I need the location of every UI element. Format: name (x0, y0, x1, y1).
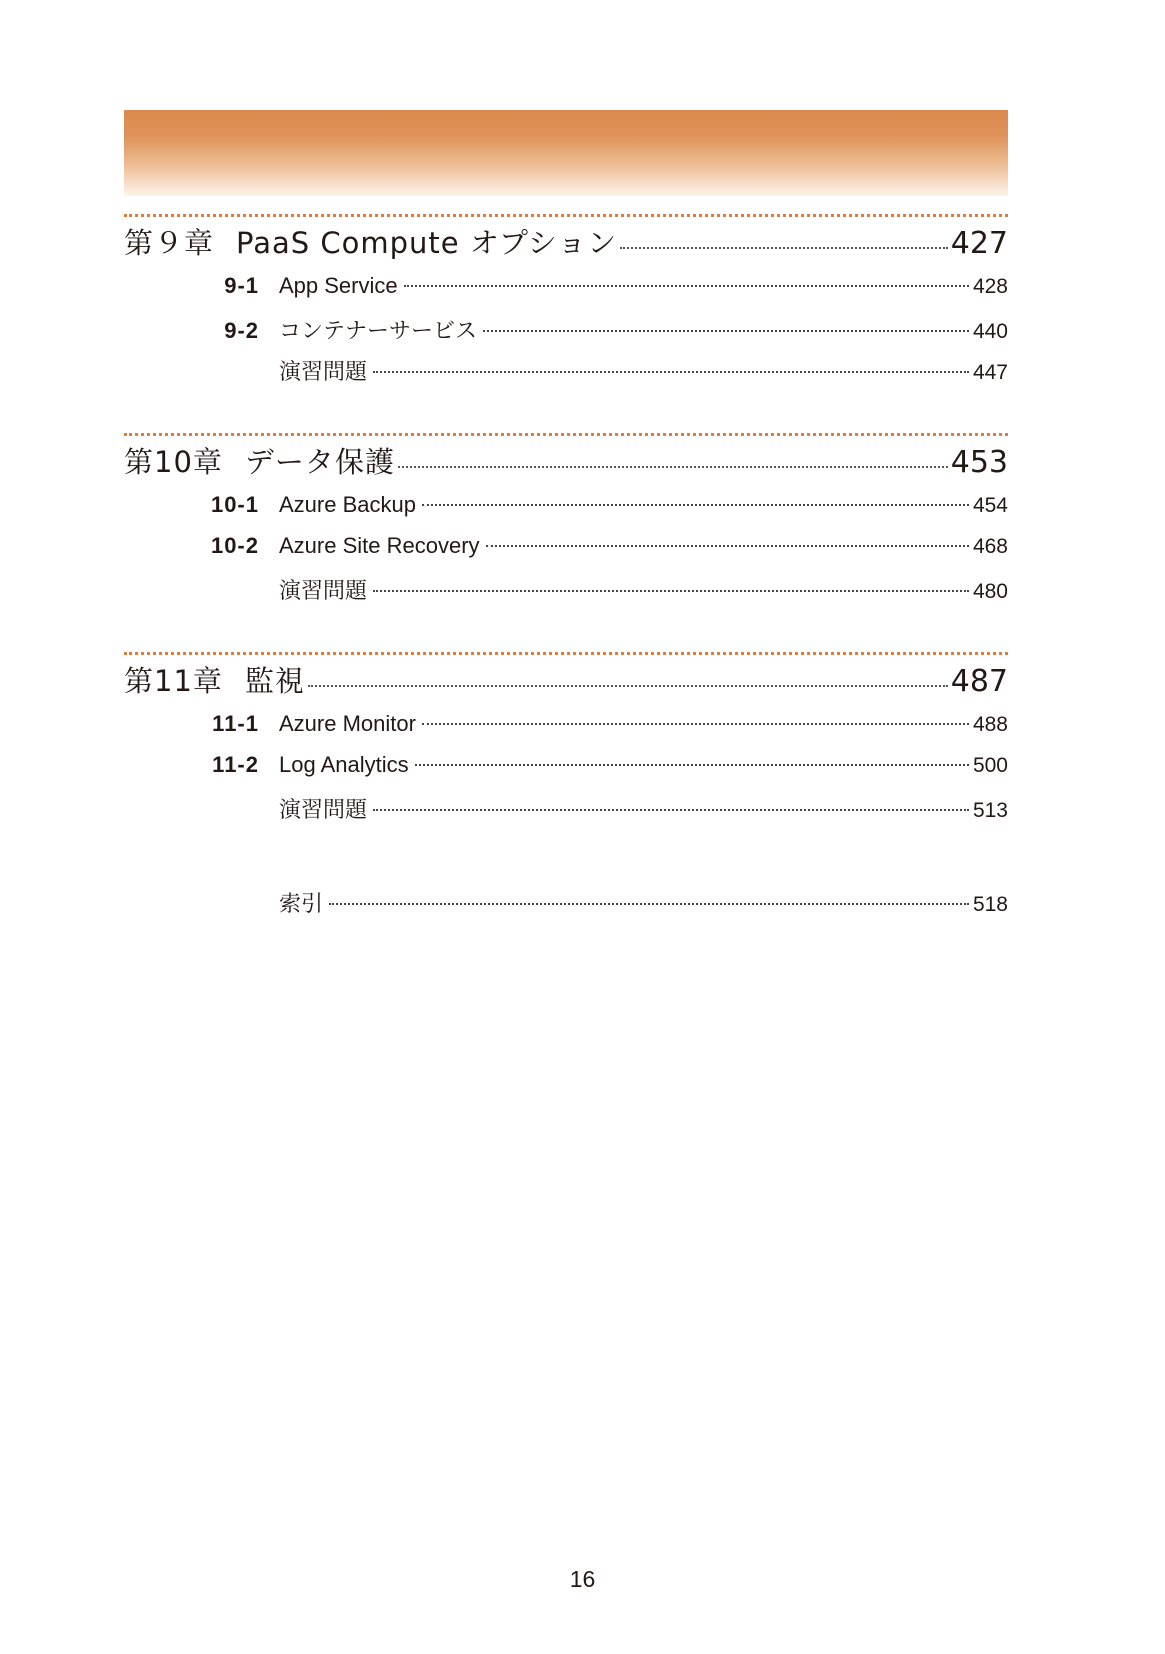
index-page: 518 (972, 893, 1008, 916)
toc-entry[interactable] (124, 355, 1008, 396)
dot-leader (404, 285, 969, 287)
index-entry-block (124, 887, 1008, 928)
section-page: 500 (972, 754, 1008, 777)
chapter-divider (124, 652, 1008, 655)
chapter-divider (124, 214, 1008, 217)
section-page: 513 (972, 799, 1008, 822)
chapter-label: 第11章 (124, 664, 223, 698)
section-page: 468 (972, 535, 1008, 558)
section-number: 11-2 (212, 752, 259, 777)
chapter-page: 487 (950, 664, 1008, 699)
section-number: 10-1 (210, 492, 259, 517)
dot-leader (373, 590, 969, 592)
section-title: Azure Backup (279, 492, 416, 517)
section-title: コンテナーサービス (279, 318, 478, 343)
section-title: App Service (279, 273, 398, 298)
section-page: 454 (972, 494, 1008, 517)
dot-leader (373, 371, 969, 373)
toc-entry[interactable] (124, 314, 1008, 355)
chapter-11 (124, 652, 1008, 871)
section-page: 447 (972, 361, 1008, 384)
dot-leader (486, 545, 969, 547)
section-number: 9-2 (224, 318, 259, 343)
toc-entry[interactable] (124, 273, 1008, 314)
chapter-title: 監視 (244, 664, 305, 698)
section-number: 10-2 (210, 533, 259, 558)
chapter-heading[interactable] (124, 221, 1008, 273)
dot-leader (422, 723, 969, 725)
chapter-label: 第10章 (124, 445, 223, 479)
toc-entry[interactable] (124, 533, 1008, 574)
toc-entry[interactable] (124, 793, 1008, 834)
dot-leader (373, 809, 969, 811)
section-page: 480 (972, 580, 1008, 603)
table-of-contents (124, 214, 1008, 871)
chapter-divider (124, 433, 1008, 436)
section-number: 9-1 (224, 273, 259, 298)
section-number: 11-1 (212, 711, 259, 736)
section-title: 演習問題 (279, 578, 368, 603)
section-page: 428 (972, 275, 1008, 298)
section-title: Azure Monitor (279, 711, 416, 736)
toc-entry[interactable] (124, 492, 1008, 533)
toc-entry[interactable] (124, 574, 1008, 615)
toc-entry[interactable] (124, 752, 1008, 793)
toc-entry-index[interactable] (124, 887, 1008, 928)
chapter-label: 第９章 (124, 226, 215, 260)
chapter-page: 453 (950, 445, 1008, 480)
section-title: Azure Site Recovery (279, 533, 480, 558)
toc-entry[interactable] (124, 711, 1008, 752)
page-number: 16 (569, 1566, 596, 1592)
section-title: 演習問題 (279, 797, 368, 822)
section-title: 演習問題 (279, 359, 368, 384)
dot-leader (620, 247, 948, 249)
index-title: 索引 (279, 891, 324, 916)
chapter-heading[interactable] (124, 440, 1008, 492)
dot-leader (415, 764, 969, 766)
dot-leader (483, 330, 969, 332)
chapter-heading[interactable] (124, 659, 1008, 711)
chapter-page: 427 (950, 226, 1008, 261)
header-banner (124, 110, 1008, 196)
section-title: Log Analytics (279, 752, 409, 777)
dot-leader (398, 466, 948, 468)
chapter-9 (124, 214, 1008, 433)
dot-leader (422, 504, 969, 506)
dot-leader (308, 685, 948, 687)
section-page: 440 (972, 320, 1008, 343)
chapter-title: PaaS Compute オプション (236, 226, 618, 260)
chapter-10 (124, 433, 1008, 652)
chapter-title: データ保護 (244, 445, 395, 479)
dot-leader (329, 903, 969, 905)
section-page: 488 (972, 713, 1008, 736)
